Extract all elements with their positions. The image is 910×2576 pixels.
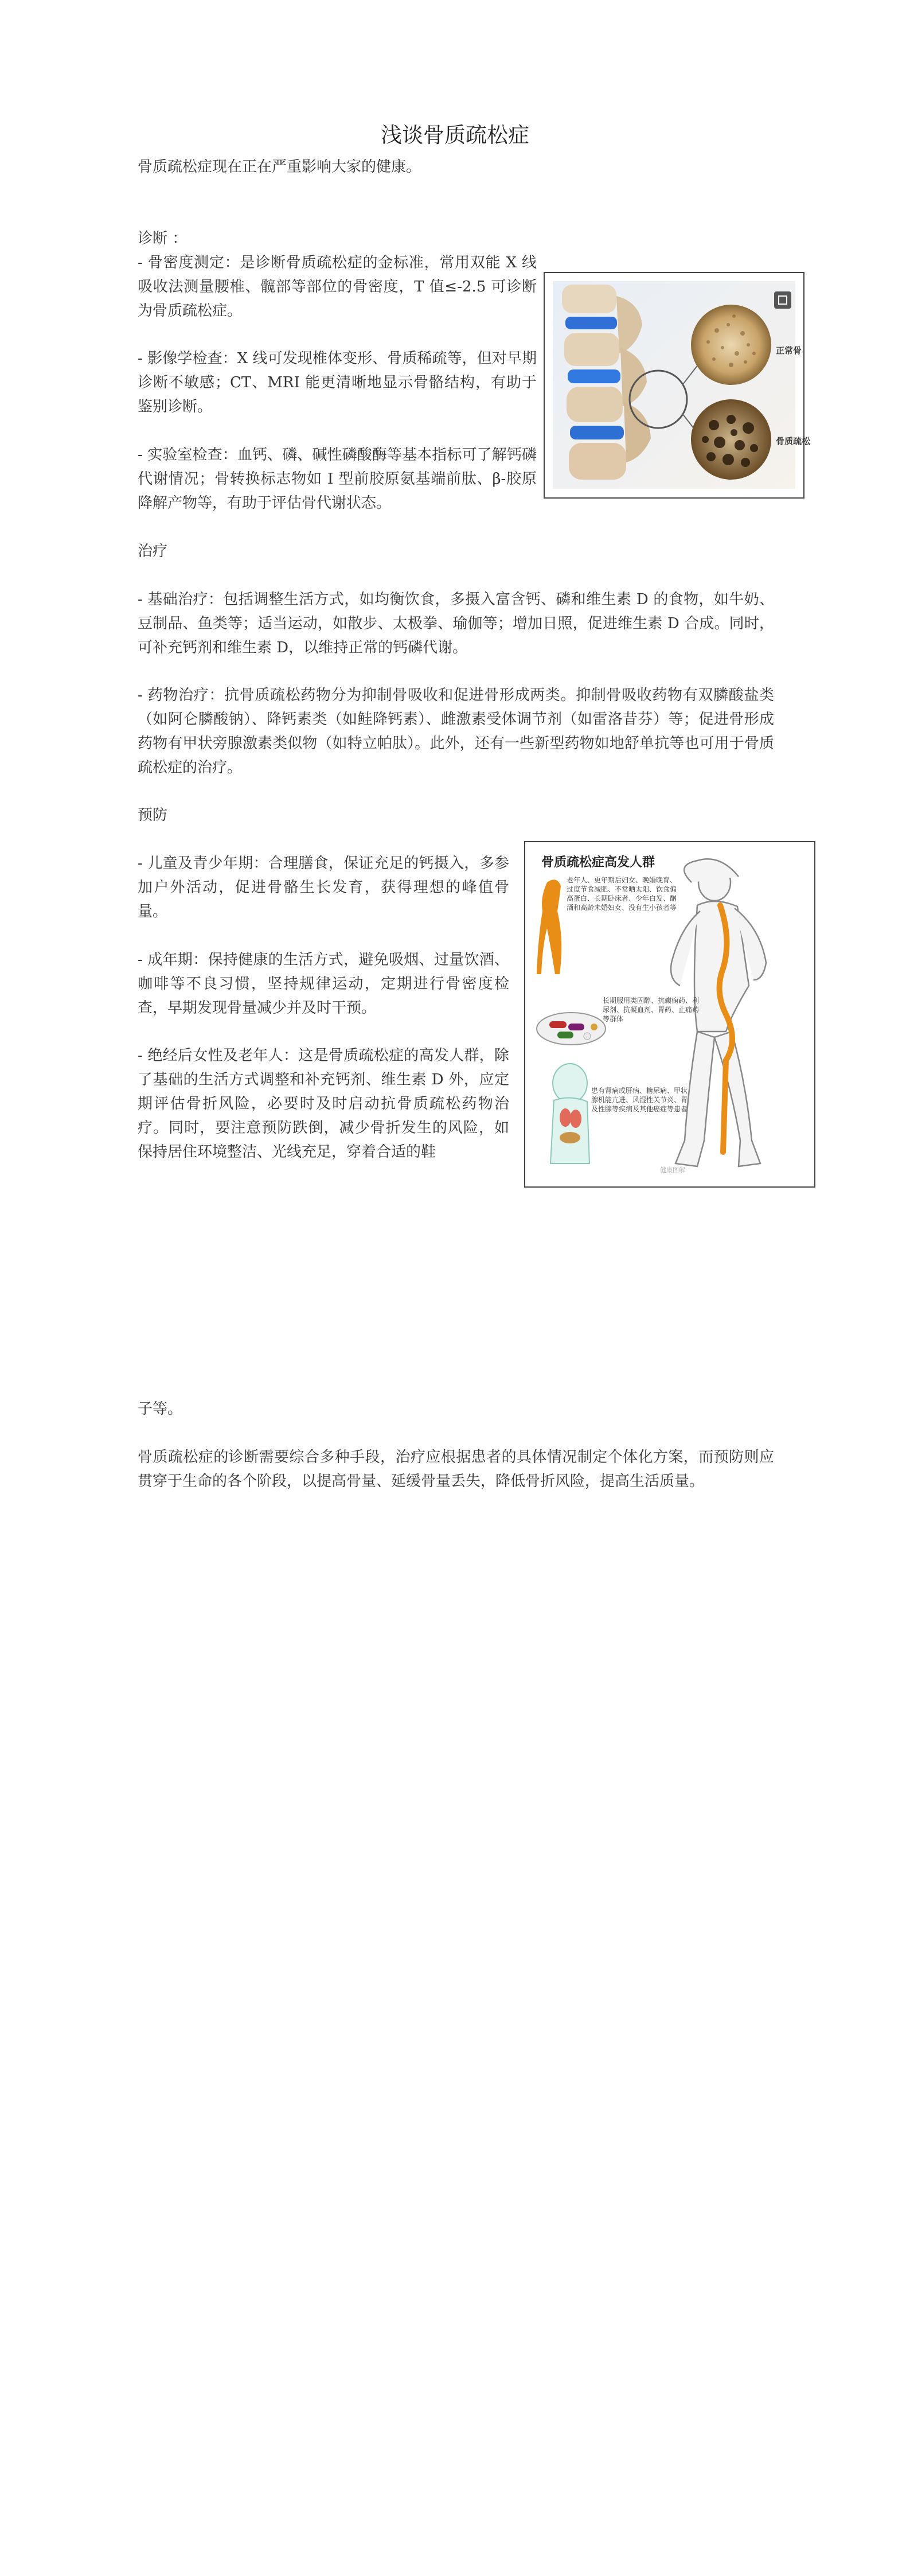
caption-medication-users: 长期服用类固醇、抗癫痫药、利尿剂、抗凝血剂、胃药、止痛药等群体 (603, 997, 700, 1023)
high-risk-groups-figure (524, 841, 815, 1188)
diagnosis-item-bone-density: - 骨密度测定：是诊断骨质疏松症的金标准，常用双能 X 线吸收法测量腰椎、髋部等部位的骨密度，T 值≤-2.5 可诊断为骨质疏松症。 (138, 254, 537, 320)
caption-risk-population: 老年人、更年期后妇女、晚婚晚育、过度节食减肥、不常晒太阳、饮食偏高蛋白、长期卧床者、少年白发、酗酒和高龄未婚妇女、没有生小孩者等 (567, 876, 677, 912)
treatment-item-basic: - 基础治疗：包括调整生活方式，如均衡饮食，多摄入富含钙、磷和维生素 D 的食物，如牛奶、豆制品、鱼类等；适当运动，如散步、太极拳、瑜伽等；增加日照，促进维生素 D 合成。同时，可补充钙剂和维生素 D，以维持正常的钙磷代谢。 (138, 591, 774, 656)
prevention-continuation: 子等。 (138, 1400, 183, 1418)
diagnosis-item-laboratory: - 实验室检查：血钙、磷、碱性磷酸酶等基本指标可了解钙磷代谢情况；骨转换标志物如 I 型前胶原氨基端前肽、β-胶原降解产物等，有助于评估骨代谢状态。 (138, 446, 537, 512)
prevention-item-adult: - 成年期：保持健康的生活方式，避免吸烟、过量饮酒、咖啡等不良习惯，坚持规律运动，定期进行骨密度检查，早期发现骨量减少并及时干预。 (138, 951, 509, 1017)
watermark: 健康图解 (660, 1166, 685, 1174)
figure-title: 骨质疏松症高发人群 (541, 855, 655, 870)
prevention-item-elderly: - 绝经后女性及老年人：这是骨质疏松症的高发人群，除了基础的生活方式调整和补充钙剂、维生素 D 外，应定期评估骨折风险，必要时及时启动抗骨质疏松药物治疗。同时，要注意预防跌倒，减少骨折发生的风险，如保持居住环境整洁、光线充足，穿着合适的鞋 (138, 1047, 509, 1161)
page-title: 浅谈骨质疏松症 (381, 123, 529, 147)
label-normal-bone: 正常骨 (776, 346, 802, 356)
bone-comparison-figure (544, 272, 811, 499)
bone-comparison-image (545, 273, 811, 497)
caption-disease-patients: 患有肾病或肝病、糖尿病、甲状腺机能亢进、风湿性关节炎、胃及性腺等疾病及其他癌症等患者 (591, 1087, 688, 1113)
prevention-item-youth: - 儿童及青少年期：合理膳食，保证充足的钙摄入，多参加户外活动，促进骨骼生长发育，获得理想的峰值骨量。 (138, 855, 509, 920)
high-risk-groups-image (525, 842, 814, 1186)
diagnosis-item-imaging: - 影像学检查：X 线可发现椎体变形、骨质稀疏等，但对早期诊断不敏感；CT、MRI 能更清晰地显示骨骼结构，有助于鉴别诊断。 (138, 350, 537, 415)
treatment-heading: 治疗 (138, 543, 168, 560)
treatment-item-drug: - 药物治疗：抗骨质疏松药物分为抑制骨吸收和促进骨形成两类。抑制骨吸收药物有双膦酸盐类（如阿仑膦酸钠）、降钙素类（如鲑降钙素）、雌激素受体调节剂（如雷洛昔芬）等；促进骨形成药物有甲状旁腺激素类似物（如特立帕肽）。此外，还有一些新型药物如地舒单抗等也可用于骨质疏松症的治疗。 (138, 687, 774, 776)
label-osteoporosis-bone: 骨质疏松 (776, 437, 811, 446)
intro-paragraph: 骨质疏松症现在正在严重影响大家的健康。 (138, 158, 421, 176)
copy-icon (774, 291, 791, 309)
prevention-heading: 预防 (138, 807, 168, 824)
diagnosis-heading: 诊断 ： (138, 230, 188, 247)
conclusion-paragraph: 骨质疏松症的诊断需要综合多种手段，治疗应根据患者的具体情况制定个体化方案，而预防则应贯穿于生命的各个阶段，以提高骨量、延缓骨量丢失，降低骨折风险，提高生活质量。 (138, 1449, 774, 1490)
